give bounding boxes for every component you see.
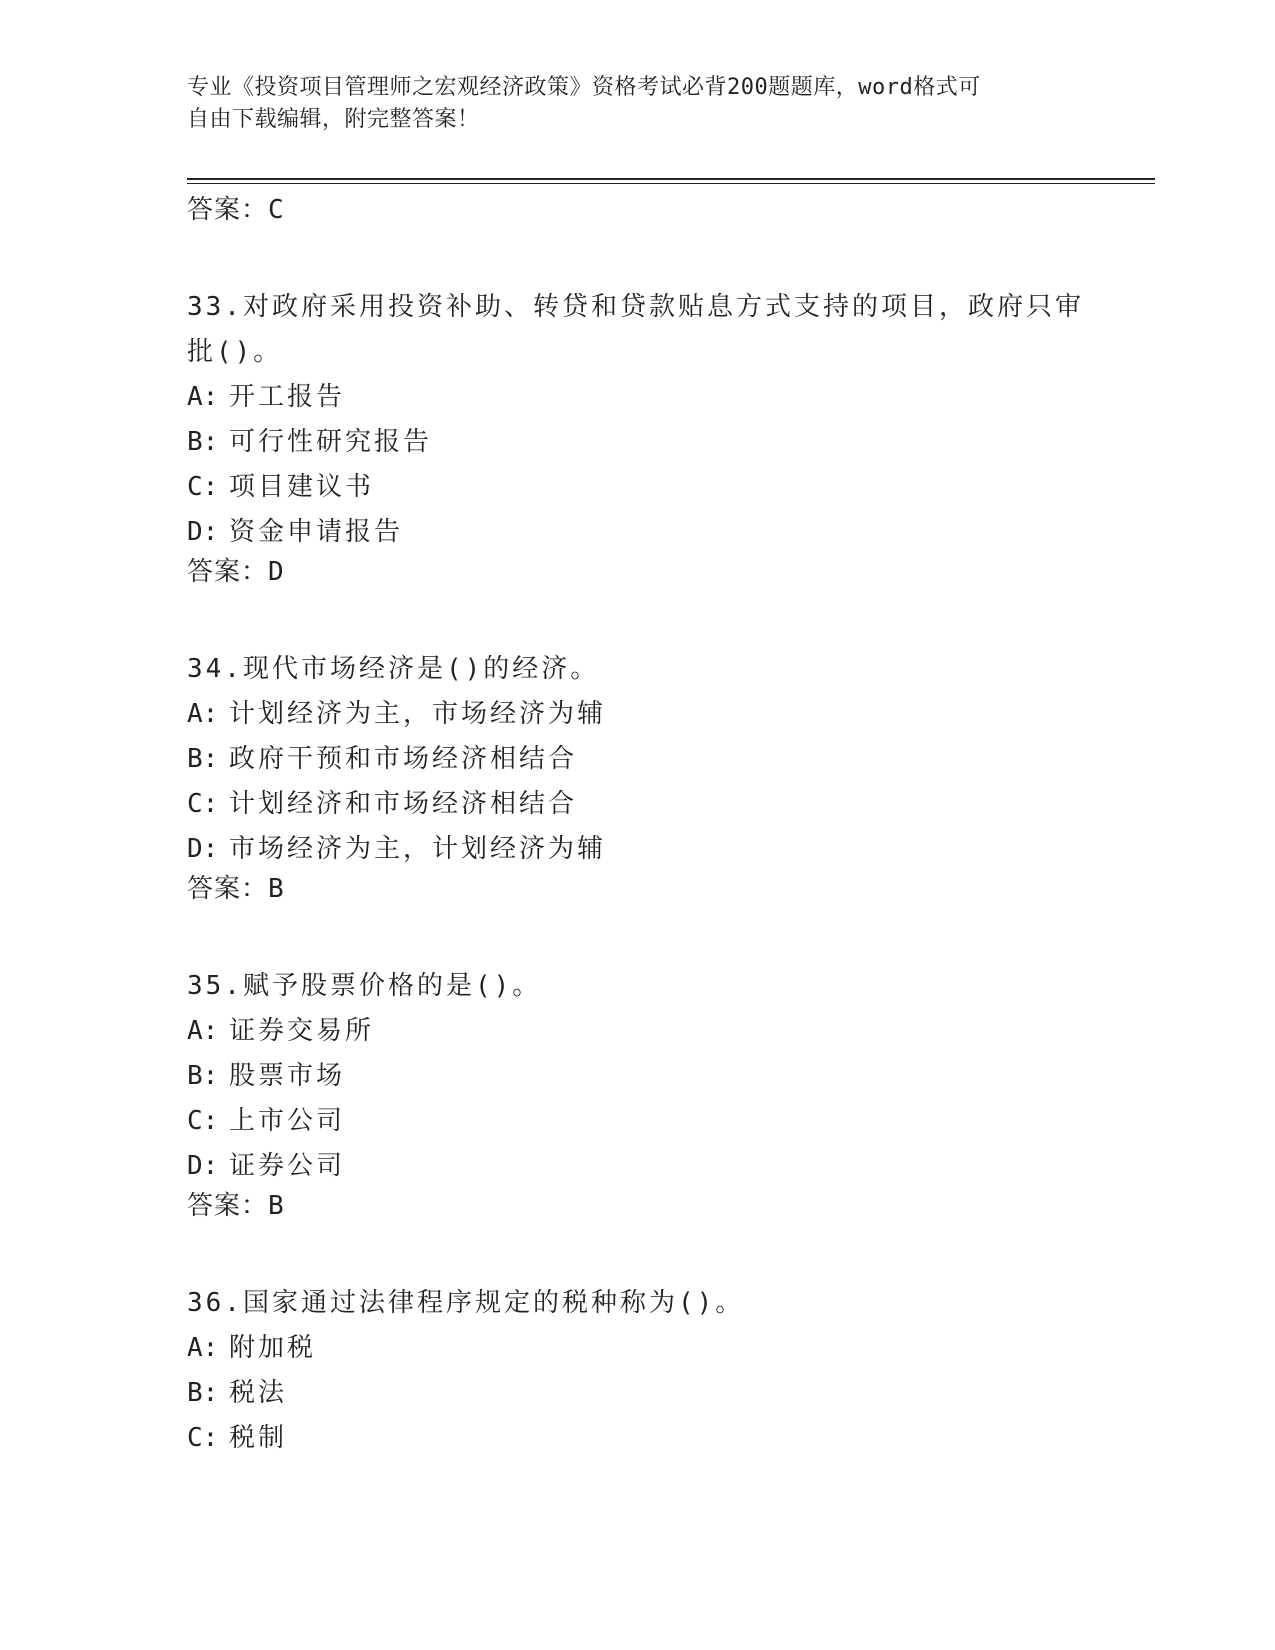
option-key: A: <box>187 699 219 729</box>
spacer <box>187 918 1087 964</box>
option-b <box>187 1371 1087 1416</box>
question-34 <box>187 647 1087 918</box>
answer: 答案：B <box>187 1191 285 1221</box>
question-33 <box>187 285 1087 601</box>
option-text: 可行性研究报告 <box>229 427 433 457</box>
spacer <box>187 239 1087 285</box>
option-key: D: <box>187 834 219 864</box>
question-text: 36.国家通过法律程序规定的税种称为()。 <box>187 1288 745 1318</box>
option-d <box>187 510 1087 555</box>
option-key: B: <box>187 744 219 774</box>
option-text: 开工报告 <box>229 382 346 412</box>
option-text: 政府干预和市场经济相结合 <box>229 744 578 774</box>
option-key: D: <box>187 517 219 547</box>
header-line-2: 自由下载编辑，附完整答案！ <box>187 107 480 132</box>
option-text: 税法 <box>229 1378 288 1408</box>
option-c <box>187 1416 1087 1461</box>
option-b <box>187 1054 1087 1099</box>
option-d <box>187 827 1087 872</box>
option-a <box>187 1009 1087 1054</box>
option-a <box>187 375 1087 420</box>
option-key: A: <box>187 1016 219 1046</box>
option-text: 股票市场 <box>229 1061 346 1091</box>
header-rule <box>187 178 1155 180</box>
option-key: B: <box>187 1378 219 1408</box>
option-key: C: <box>187 1423 219 1453</box>
answer: 答案：D <box>187 557 285 587</box>
option-key: C: <box>187 1106 219 1136</box>
option-c <box>187 1099 1087 1144</box>
option-text: 计划经济为主，市场经济为辅 <box>229 699 607 729</box>
previous-answer: 答案：C <box>187 195 285 225</box>
option-key: C: <box>187 789 219 819</box>
document-header <box>187 72 1087 136</box>
option-key: C: <box>187 472 219 502</box>
question-text: 35.赋予股票价格的是()。 <box>187 971 542 1001</box>
option-key: D: <box>187 1151 219 1181</box>
option-text: 税制 <box>229 1423 288 1453</box>
option-text: 证券公司 <box>229 1151 346 1181</box>
option-key: A: <box>187 382 219 412</box>
option-text: 资金申请报告 <box>229 517 404 547</box>
option-c <box>187 782 1087 827</box>
option-b <box>187 420 1087 465</box>
option-text: 证券交易所 <box>229 1016 375 1046</box>
option-key: B: <box>187 427 219 457</box>
option-c <box>187 465 1087 510</box>
option-a <box>187 1326 1087 1371</box>
option-key: A: <box>187 1333 219 1363</box>
header-rule-thin <box>187 183 1155 184</box>
spacer <box>187 1235 1087 1281</box>
spacer <box>187 601 1087 647</box>
option-text: 附加税 <box>229 1333 317 1363</box>
option-b <box>187 737 1087 782</box>
option-d <box>187 1144 1087 1189</box>
question-text: 33.对政府采用投资补助、转贷和贷款贴息方式支持的项目，政府只审 <box>187 292 1084 322</box>
option-text: 上市公司 <box>229 1106 346 1136</box>
question-35 <box>187 964 1087 1235</box>
question-list <box>187 193 1087 1461</box>
option-text: 项目建议书 <box>229 472 375 502</box>
header-line-1: 专业《投资项目管理师之宏观经济政策》资格考试必背200题题库，word格式可 <box>187 75 981 100</box>
option-text: 计划经济和市场经济相结合 <box>229 789 578 819</box>
option-a <box>187 692 1087 737</box>
question-36 <box>187 1281 1087 1461</box>
question-text: 34.现代市场经济是()的经济。 <box>187 654 600 684</box>
answer: 答案：B <box>187 874 285 904</box>
option-key: B: <box>187 1061 219 1091</box>
question-text-cont: 批()。 <box>187 337 283 367</box>
option-text: 市场经济为主，计划经济为辅 <box>229 834 607 864</box>
